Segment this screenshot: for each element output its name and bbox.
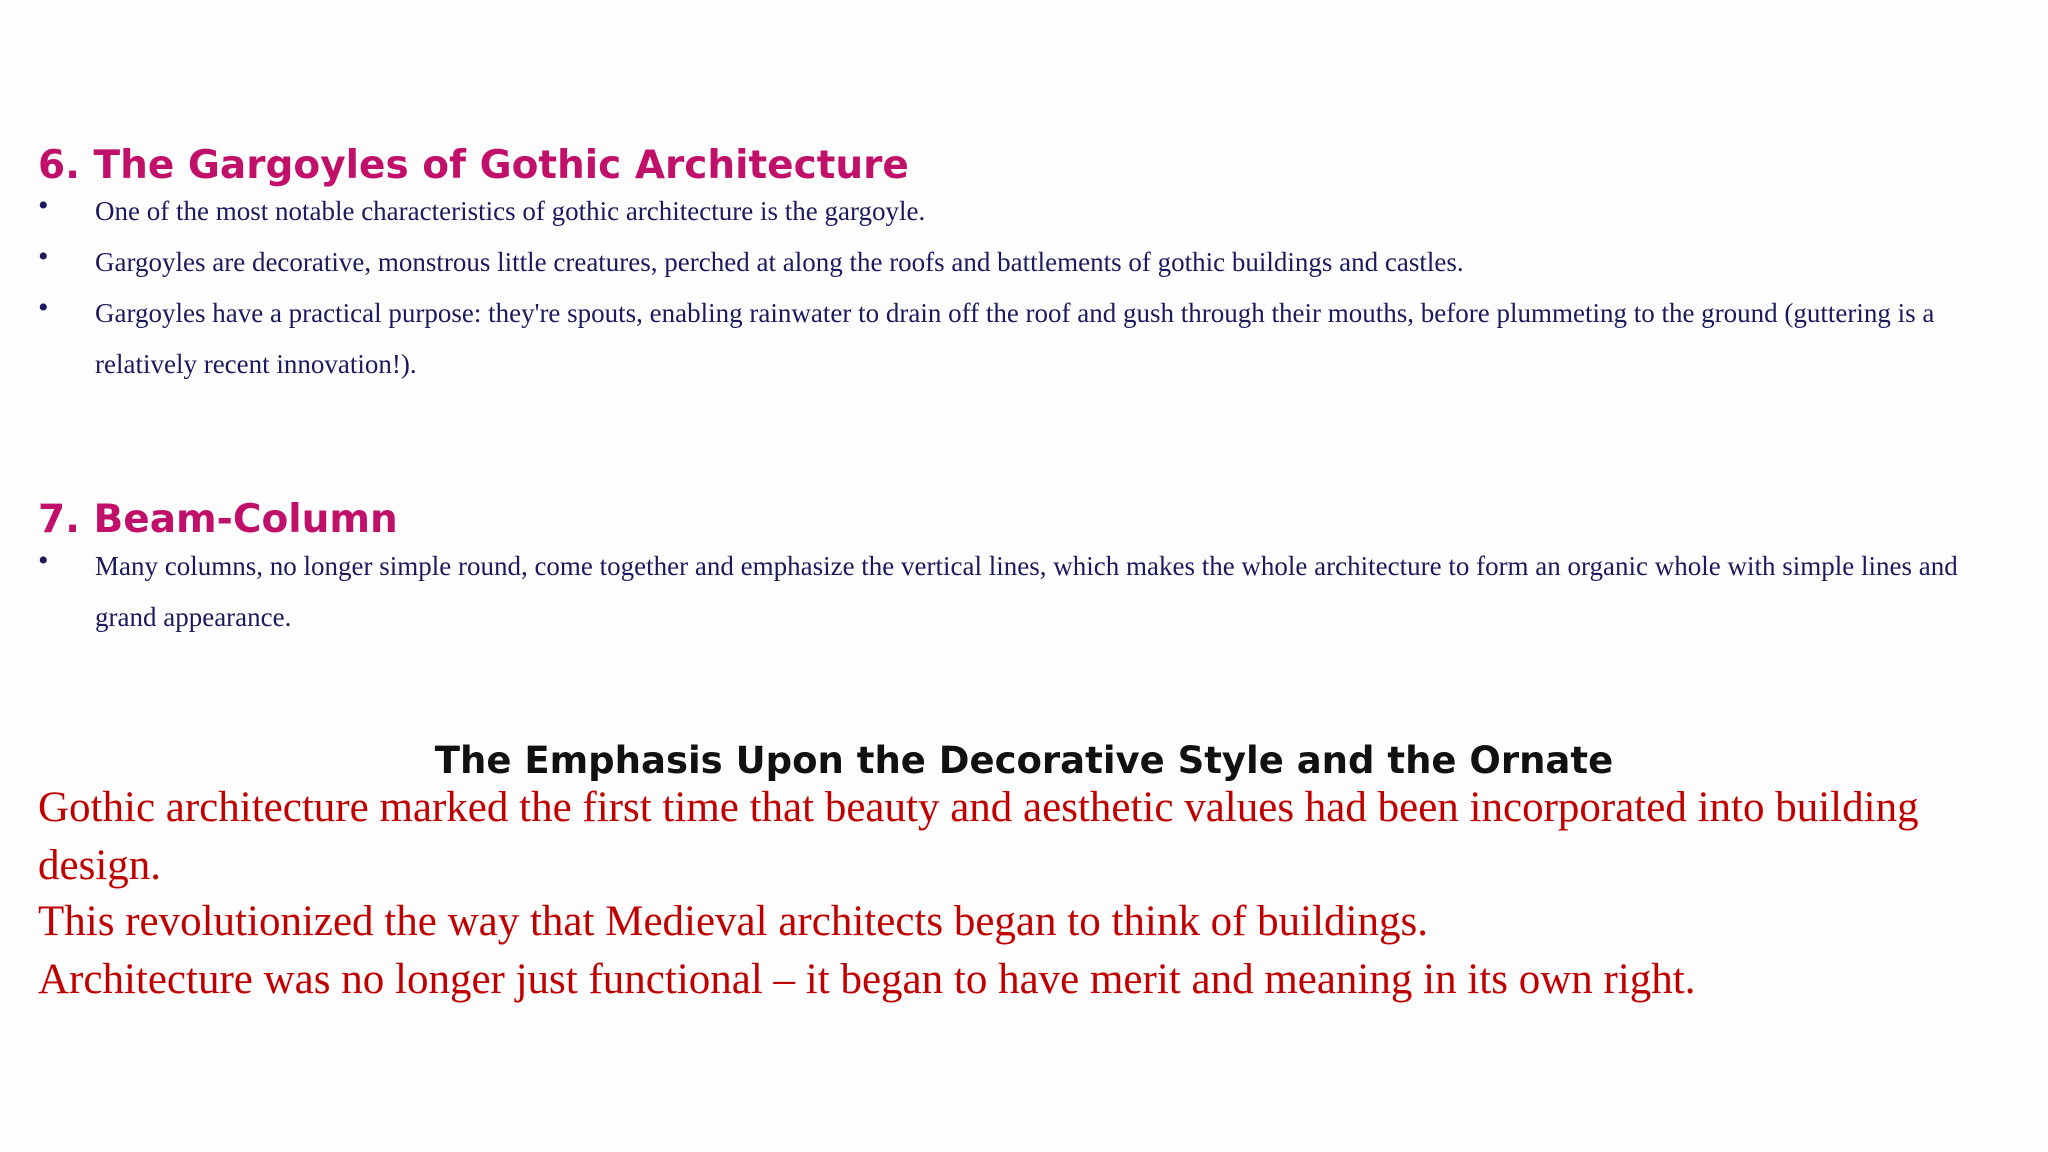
list-item <box>38 952 2013 1010</box>
bullet-icon: • <box>38 291 49 324</box>
emphasis-point-text: Architecture was no longer just functional – it began to have merit and meaning in its own right. <box>38 956 1696 1003</box>
emphasis-point-text: This revolutionized the way that Medieval architects began to think of buildings. <box>38 898 1428 945</box>
list-item <box>38 186 2013 237</box>
bullet-icon: • <box>38 544 49 577</box>
list-item <box>38 894 2013 952</box>
list-item <box>38 780 2013 894</box>
emphasis-point-list <box>38 780 2013 1010</box>
section-7-bullet-list <box>38 541 2013 643</box>
emphasis-point-text: Gothic architecture marked the first time that beauty and aesthetic values had been incorporated into building design. <box>38 784 1919 889</box>
bullet-icon: • <box>38 240 49 273</box>
section-6-bullet-list <box>38 186 2013 390</box>
emphasis-title: The Emphasis Upon the Decorative Style and the Ornate <box>434 739 1614 782</box>
bullet-text: One of the most notable characteristics of gothic architecture is the gargoyle. <box>95 196 926 226</box>
bullet-text: Many columns, no longer simple round, come together and emphasize the vertical lines, which makes the whole architecture to form an organic whole with simple lines and grand appearance. <box>95 551 1958 632</box>
bullet-text: Gargoyles have a practical purpose: they're spouts, enabling rainwater to drain off the roof and gush through their mouths, before plummeting to the ground (guttering is a relatively recent innovation!). <box>95 298 1935 379</box>
list-item <box>38 288 2013 390</box>
bullet-icon: • <box>38 189 49 222</box>
bullet-text: Gargoyles are decorative, monstrous little creatures, perched at along the roofs and battlements of gothic buildings and castles. <box>95 247 1464 277</box>
section-7-title: 7. Beam-Column <box>38 497 398 542</box>
list-item <box>38 237 2013 288</box>
list-item <box>38 541 2013 643</box>
section-6-title: 6. The Gargoyles of Gothic Architecture <box>38 143 909 188</box>
